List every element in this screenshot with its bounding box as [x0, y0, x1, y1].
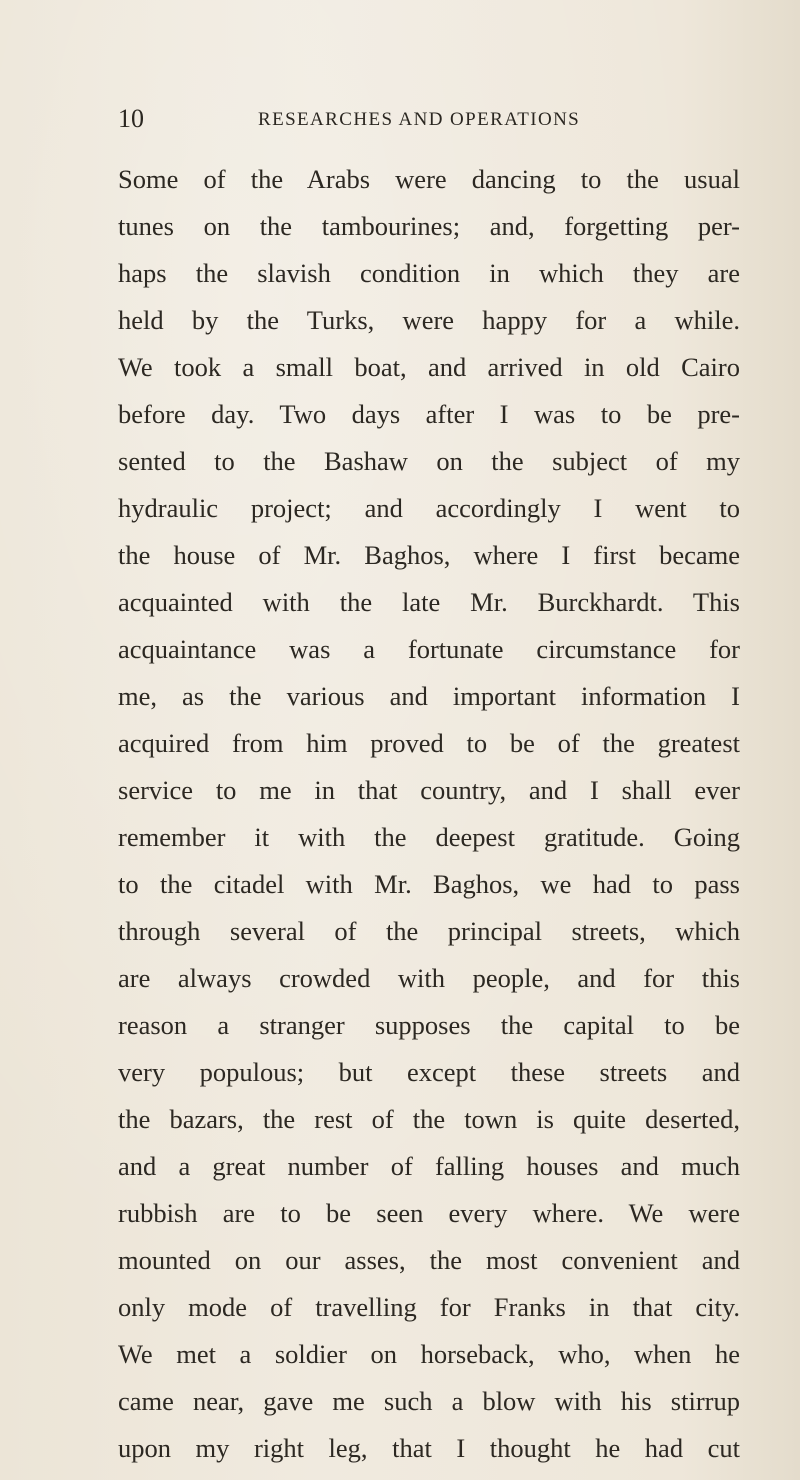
text-line: the house of Mr. Baghos, where I first became: [118, 540, 740, 570]
text-line: upon my right leg, that I thought he had cut: [118, 1433, 740, 1463]
text-line: the bazars, the rest of the town is quite deserted,: [118, 1104, 740, 1134]
text-line: through several of the principal streets, which: [118, 916, 740, 946]
text-line: only mode of travelling for Franks in that city.: [118, 1292, 740, 1322]
text-line: me, as the various and important information I: [118, 681, 740, 711]
text-line: acquired from him proved to be of the greatest: [118, 728, 740, 758]
text-line: remember it with the deepest gratitude. Going: [118, 822, 740, 852]
text-line: rubbish are to be seen every where. We were: [118, 1198, 740, 1228]
text-line: sented to the Bashaw on the subject of my: [118, 446, 740, 476]
text-line: before day. Two days after I was to be pre-: [118, 399, 740, 429]
text-line: acquaintance was a fortunate circumstance for: [118, 634, 740, 664]
page-header: [118, 104, 738, 134]
text-line: haps the slavish condition in which they are: [118, 258, 740, 288]
text-line: reason a stranger supposes the capital to be: [118, 1010, 740, 1040]
text-line: held by the Turks, were happy for a while.: [118, 305, 740, 335]
text-line: Some of the Arabs were dancing to the usual: [118, 164, 740, 194]
text-line: came near, gave me such a blow with his stirrup: [118, 1386, 740, 1416]
text-line: We met a soldier on horseback, who, when he: [118, 1339, 740, 1369]
running-title: RESEARCHES AND OPERATIONS: [258, 109, 581, 130]
text-line: We took a small boat, and arrived in old Cairo: [118, 352, 740, 382]
text-line: tunes on the tambourines; and, forgetting per-: [118, 211, 740, 241]
text-line: very populous; but except these streets and: [118, 1057, 740, 1087]
text-line: to the citadel with Mr. Baghos, we had to pass: [118, 869, 740, 899]
text-line: hydraulic project; and accordingly I went to: [118, 493, 740, 523]
text-line: service to me in that country, and I shall ever: [118, 775, 740, 805]
text-line: are always crowded with people, and for this: [118, 963, 740, 993]
page-number: 10: [118, 104, 144, 133]
body-text: [118, 156, 740, 1472]
text-line: acquainted with the late Mr. Burckhardt. This: [118, 587, 740, 617]
text-line: and a great number of falling houses and much: [118, 1151, 740, 1181]
text-line: mounted on our asses, the most convenient and: [118, 1245, 740, 1275]
